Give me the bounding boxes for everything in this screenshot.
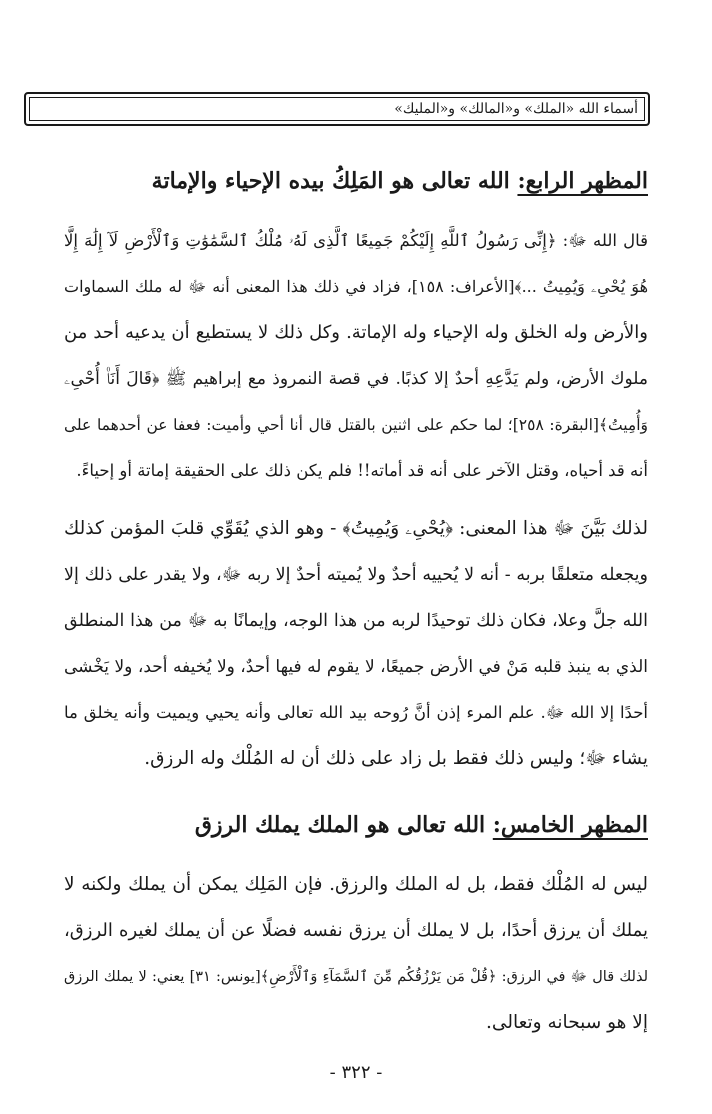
text-line: وَأُمِيتُ﴾[البقرة: ٢٥٨]؛ لما حكم على اثنين بالقتل قال أنا أحي وأميت: فعفا عن أحدهما على [64, 416, 648, 434]
text-line: أحدًا إلا الله ﷻ. علم المرء إذن أنَّ رُوحه بيد الله تعالى وأنه يحيي ويميت وأنه يخلق ما [64, 703, 648, 722]
paragraph [64, 862, 648, 1046]
text-line: ليس له المُلْك فقط، بل له الملك والرزق. فإن المَلِك يمكن أن يملك ولكنه لا [64, 874, 648, 895]
text-line: الله جلَّ وعلا، فكان ذلك توحيدًا لربه من هذا الوجه، وإيمانًا به ﷻ من هذا المنطلق [64, 611, 648, 631]
text-line: يملك أن يرزق أحدًا، بل لا يملك أن يرزق نفسه فضلًا عن أن يملك لغيره الرزق، [64, 920, 648, 941]
section-heading-fifth [195, 812, 648, 838]
text-line: يشاء ﷻ؛ وليس ذلك فقط بل زاد على ذلك أن له المُلْك وله الرزق. [144, 748, 648, 769]
text-line: لذلك قال ﷻ في الرزق: ﴿قُلْ مَن يَرْزُقُكُم مِّنَ ٱلسَّمَآءِ وَٱلْأَرْضِ﴾[يونس: ٣١] يعني: لا يملك الرزق [64, 969, 648, 985]
section-heading-fourth [152, 168, 648, 194]
section-heading-label: المظهر الخامس: [492, 812, 648, 838]
section-heading-title: الله تعالى هو المَلِكُ بيده الإحياء والإماتة [151, 168, 518, 194]
text-line: إلا هو سبحانه وتعالى. [486, 1012, 648, 1033]
page-number: - ٣٢٢ - [329, 1062, 383, 1083]
paragraph [64, 218, 648, 494]
text-line: ويجعله متعلقًا بربه - أنه لا يُحييه أحدٌ ولا يُميته أحدٌ إلا ربه ﷻ، ولا يقدر على ذلك إلا [64, 565, 648, 585]
running-header [24, 92, 650, 126]
text-line: الذي به ينبذ قلبه مَنْ في الأرض جميعًا، لا يقوم له فيها أحدٌ، ولا يُخيفه أحد، ولا يَخْشى [64, 657, 648, 677]
text-line: قال الله ﷻ: ﴿إِنِّى رَسُولُ ٱللَّهِ إِلَيْكُمْ جَمِيعًا ٱلَّذِى لَهُۥ مُلْكُ ٱلسَّمَٰوَٰتِ وَٱلْأَرْضِ لَآ إِلَٰهَ إِلَّا [64, 231, 648, 250]
text-line: ملوك الأرض، ولم يَدَّعِهِ أحدٌ إلا كذبًا. في قصة النمروذ مع إبراهيم ﷺ ﴿قَالَ أَنَا۠ أُحْىِۦ [64, 369, 648, 389]
text-line: والأرض وله الخلق وله الإحياء وله الإماتة. وكل ذلك لا يستطيع أن يدعيه أحد من [64, 322, 648, 343]
text-line: لذلك بَيَّنَ ﷻ هذا المعنى: ﴿يُحْىِۦ وَيُمِيتُ﴾ - وهو الذي يُقَوِّي قلبَ المؤمن كذلك [64, 518, 648, 539]
running-header-title: أسماء الله «الملك» و«المالك» و«المليك» [394, 101, 638, 117]
paragraph [64, 506, 648, 782]
section-heading-title: الله تعالى هو الملك يملك الرزق [194, 812, 493, 838]
text-line: أنه قد أحياه، وقتل الآخر على أنه قد أماته!! فلم يكن ذلك على الحقيقة إماتة أو إحياءً. [76, 461, 648, 480]
text-line: هُوَ يُحْىِۦ وَيُمِيتُ ...﴾[الأعراف: ١٥٨]، فزاد في ذلك هذا المعنى أنه ﷻ له ملك السماوات [64, 277, 648, 296]
section-heading-label: المظهر الرابع: [517, 168, 648, 194]
